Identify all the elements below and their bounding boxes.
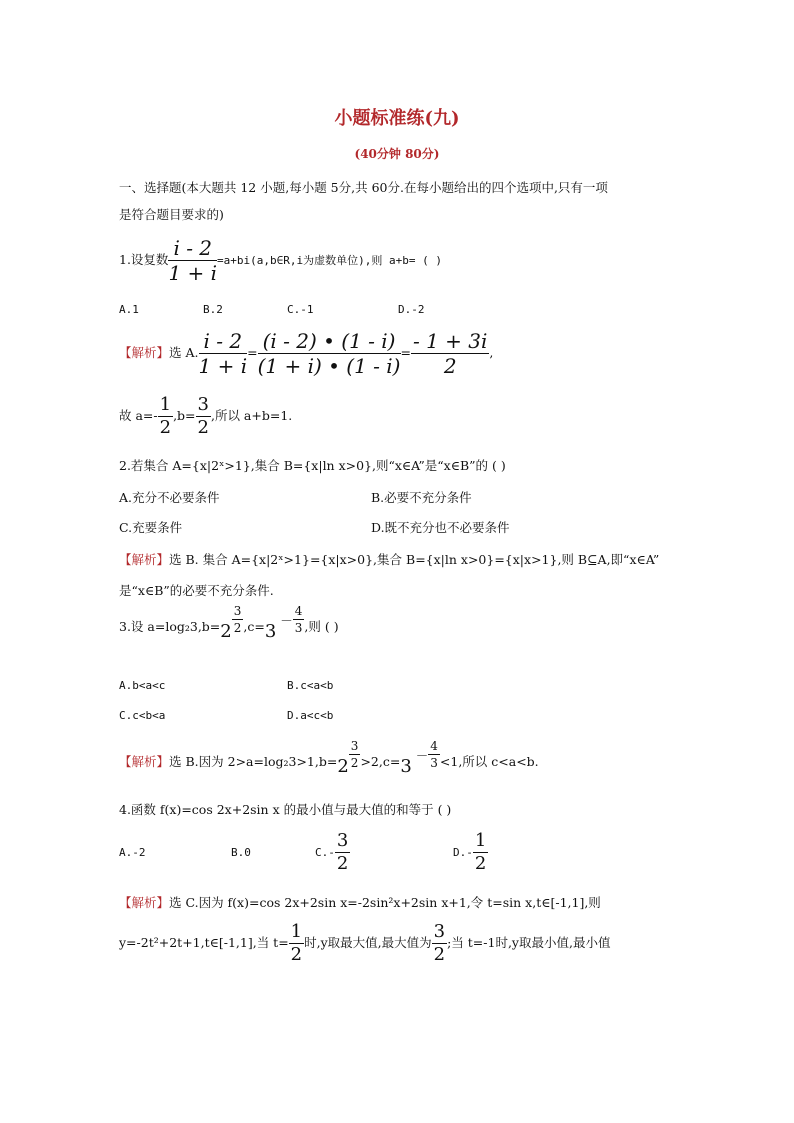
- q1-frac-den: 1 + i: [168, 261, 218, 285]
- q3-c-exp-num: 4: [294, 604, 303, 618]
- q1-conc-suffix: ,所以 a+b=1.: [210, 408, 293, 423]
- q3-solution: 【解析】选 B.因为 2>a=log₂3>1,b=2 $\frac{3}{2}$ >2,c=3 － $\frac{4}{3}$ <1,所以 c<a<b.: [119, 739, 539, 777]
- q2-option-c: C.充要条件: [119, 520, 183, 535]
- q3-c-base: 3: [264, 621, 277, 642]
- q1-conclusion: [119, 394, 292, 439]
- q4-options: [119, 830, 488, 875]
- q3-c-exp-den: 3: [294, 621, 303, 635]
- q3-sol-b-exp-num: 3: [350, 739, 359, 753]
- q4-sol-line2-c: ;当 t=-1时,y取最小值,最小值: [447, 935, 611, 950]
- q4-opt-c-frac: [335, 830, 350, 875]
- q4-opt-d-num: 1: [474, 830, 487, 851]
- q1-solution: 【解析】选 A. $\frac{i - 2}{1 + i}$ = $\frac{(i - 2) • (1 - i)}{(1 + i) • (1 - i)}$ = $\frac{- 1 + 3i}{2}$ ,: [119, 329, 494, 378]
- q1-frac-num: i - 2: [168, 236, 217, 261]
- q1-sol-frac2: [258, 329, 401, 378]
- q3-stem-c: ,c=: [243, 619, 265, 634]
- q3-option-c: C.c<b<a: [119, 709, 166, 722]
- q1-sol-f2-den: (1 + i) • (1 - i): [257, 354, 401, 378]
- q4-sol-line2-b: 时,y取最大值,最大值为: [304, 935, 432, 950]
- question-4-stem: 4.函数 f(x)=cos 2x+2sin x 的最小值与最大值的和等于 ( ): [119, 802, 452, 817]
- q1-sol-f1-den: 1 + i: [198, 354, 248, 378]
- q4-solution-line2: [119, 921, 610, 966]
- q3-sol-c-exp-num: 4: [430, 739, 438, 753]
- q1-conc-f1-den: 2: [159, 417, 172, 438]
- q3-sol-c-exp-den: 3: [430, 756, 438, 770]
- q1-option-a: A.1: [119, 303, 139, 316]
- q1-sol-f3-den: 2: [443, 354, 457, 378]
- q4-opt-d-den: 2: [474, 853, 487, 874]
- q4-opt-c-num: 3: [336, 830, 349, 851]
- q4-option-a: A.-2: [119, 846, 146, 859]
- q3-option-a: A.b<a<c: [119, 679, 166, 692]
- q1-conc-f2-den: 2: [197, 417, 209, 438]
- q3-b-base: 2: [220, 621, 232, 642]
- solution-label: 【解析】: [119, 552, 170, 567]
- q4-option-d: [453, 830, 488, 874]
- q4-solution-line1: [119, 895, 601, 911]
- page-subtitle: (40分钟 80分): [354, 147, 440, 161]
- q1-sol-frac1: [199, 329, 248, 378]
- q2-option-b: B.必要不充分条件: [371, 490, 472, 505]
- q4-sol-frac1: [289, 921, 304, 966]
- q1-conc-mid: ,b=: [173, 408, 196, 423]
- q4-opt-d-frac: [473, 830, 488, 875]
- q3-b-exp: [232, 603, 244, 636]
- section-instructions-line1: 一、选择题(本大题共 12 小题,每小题 5分,共 60分.在每小题给出的四个选项中,只有一项: [119, 180, 608, 195]
- question-3-stem: 3.设 a=log₂3,b=2 $\frac{3}{2}$ ,c=3 － $\frac{4}{3}$ ,则 ( ): [119, 604, 339, 642]
- q3-option-d: D.a<c<b: [287, 709, 334, 722]
- q2-sol-line1: 选 B. 集合 A={x|2ˣ>1}={x|x>0},集合 B={x|ln x>0}={x|x>1},则 B⊆A,即“x∈A”: [169, 552, 660, 567]
- q4-sol-frac2: [432, 921, 447, 966]
- q1-option-d: D.-2: [398, 303, 425, 316]
- q1-sol-text: 选 A.: [169, 345, 199, 360]
- q1-conc-frac1: [158, 394, 173, 439]
- q4-sol-f1-num: 1: [290, 921, 303, 942]
- q1-conc-f1-num: 1: [159, 394, 172, 415]
- q1-fraction: [168, 236, 217, 285]
- q3-sol-b: >2,c=: [360, 754, 401, 769]
- q2-option-d: D.既不充分也不必要条件: [371, 520, 510, 535]
- q2-solution-line2: 是“x∈B”的必要不充分条件.: [119, 583, 274, 598]
- q4-opt-c-prefix: C.-: [315, 846, 335, 859]
- q1-prefix: 1.设复数: [119, 252, 169, 267]
- q1-conc-prefix: 故 a=-: [119, 408, 158, 423]
- q1-sol-f3-num: - 1 + 3i: [412, 329, 488, 353]
- q1-suffix: =a+bi(a,b∈R,i为虚数单位),则 a+b= ( ): [217, 254, 442, 267]
- solution-label: 【解析】: [119, 754, 170, 769]
- q4-option-b: B.0: [231, 846, 251, 859]
- q1-sol-f1-num: i - 2: [199, 329, 248, 354]
- solution-label: 【解析】: [119, 345, 170, 360]
- question-1-stem: [119, 236, 442, 285]
- q4-sol-line2-a: y=-2t²+2t+1,t∈[-1,1],当 t=: [119, 935, 289, 950]
- q3-b-exp-num: 3: [233, 604, 242, 618]
- q1-option-b: B.2: [203, 303, 223, 316]
- q3-sol-b-exp-den: 2: [350, 756, 359, 770]
- section-instructions-line2: 是符合题目要求的): [119, 207, 224, 222]
- page-title: 小题标准练(九): [334, 108, 460, 129]
- q3-c-exp: [293, 603, 305, 636]
- q1-conc-f2-num: 3: [197, 394, 209, 415]
- q1-sol-frac3: [411, 329, 489, 378]
- q3-sol-b-exp: [349, 738, 361, 771]
- q3-stem-a: 3.设 a=log₂3,b=: [119, 619, 221, 634]
- q4-sol-f2-den: 2: [433, 944, 446, 965]
- q4-opt-d-prefix: D.-: [453, 846, 473, 859]
- q3-sol-c: <1,所以 c<a<b.: [439, 754, 539, 769]
- q3-stem-end: ,则 ( ): [304, 619, 339, 634]
- q2-solution-line1: [119, 552, 659, 568]
- q2-option-a: A.充分不必要条件: [119, 490, 220, 505]
- question-2-stem: 2.若集合 A={x|2ˣ>1},集合 B={x|ln x>0},则“x∈A”是“x∈B”的 ( ): [119, 458, 506, 473]
- q1-sol-f2-num: (i - 2) • (1 - i): [258, 329, 401, 354]
- q3-sol-b-base: 2: [337, 756, 349, 777]
- solution-label: 【解析】: [119, 895, 170, 910]
- q3-option-b: B.c<a<b: [287, 679, 334, 692]
- q3-sol-c-exp: [428, 738, 440, 771]
- q4-opt-c-den: 2: [336, 853, 349, 874]
- q4-sol-line1: 选 C.因为 f(x)=cos 2x+2sin x=-2sin²x+2sin x+1,令 t=sin x,t∈[-1,1],则: [169, 895, 601, 910]
- q1-option-c: C.-1: [287, 303, 314, 316]
- q3-b-exp-den: 2: [233, 621, 242, 635]
- q4-option-c: [315, 830, 453, 875]
- q4-sol-f2-num: 3: [433, 921, 446, 942]
- q4-sol-f1-den: 2: [290, 944, 303, 965]
- q3-sol-a: 选 B.因为 2>a=log₂3>1,b=: [169, 754, 338, 769]
- q3-sol-c-base: 3: [400, 756, 412, 777]
- q1-conc-frac2: [196, 394, 211, 439]
